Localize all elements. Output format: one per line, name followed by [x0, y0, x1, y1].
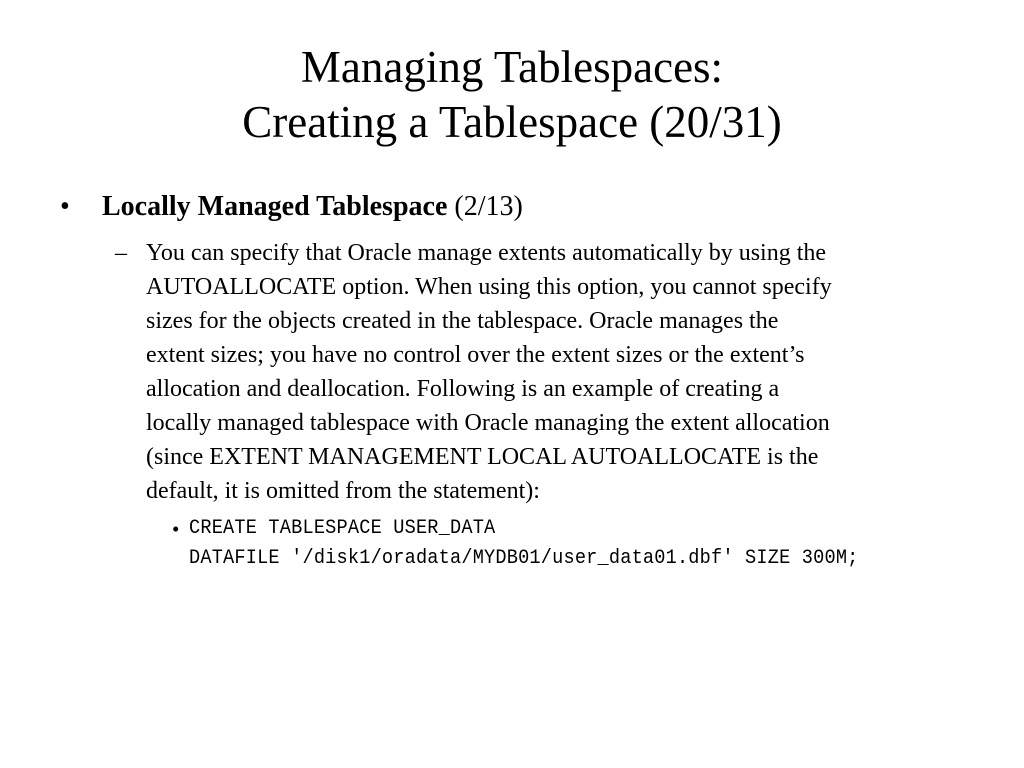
code-snippet	[189, 514, 859, 574]
paragraph-line: (since EXTENT MANAGEMENT LOCAL AUTOALLOCATE is the	[146, 444, 819, 470]
small-bullet-marker: •	[172, 517, 180, 541]
bullet-content	[102, 190, 523, 224]
code-line: DATAFILE '/disk1/oradata/MYDB01/user_data01.dbf' SIZE 300M;	[189, 547, 859, 570]
paragraph	[146, 236, 968, 508]
paragraph-line: You can specify that Oracle manage extents automatically by using the	[146, 240, 827, 266]
paragraph-line: locally managed tablespace with Oracle managing the extent allocation	[146, 410, 830, 436]
paragraph-line: default, it is omitted from the statement):	[146, 478, 540, 504]
code-line: CREATE TABLESPACE USER_DATA	[189, 517, 496, 540]
paragraph-line: extent sizes; you have no control over the extent sizes or the extent’s	[146, 342, 805, 368]
paragraph-line: AUTOALLOCATE option. When using this option, you cannot specify	[146, 274, 832, 300]
paragraph-line: allocation and deallocation. Following is an example of creating a	[146, 376, 780, 402]
bullet-page-count: (2/13)	[447, 191, 523, 222]
slide-title	[0, 40, 1024, 150]
bullet-marker: •	[60, 191, 70, 222]
title-line-1: Managing Tablespaces:	[300, 42, 724, 92]
title-line-2: Creating a Tablespace (20/31)	[242, 97, 782, 147]
dash-marker: –	[115, 240, 127, 266]
paragraph-line: sizes for the objects created in the tablespace. Oracle manages the	[146, 308, 779, 334]
bullet-heading: Locally Managed Tablespace	[102, 191, 448, 222]
